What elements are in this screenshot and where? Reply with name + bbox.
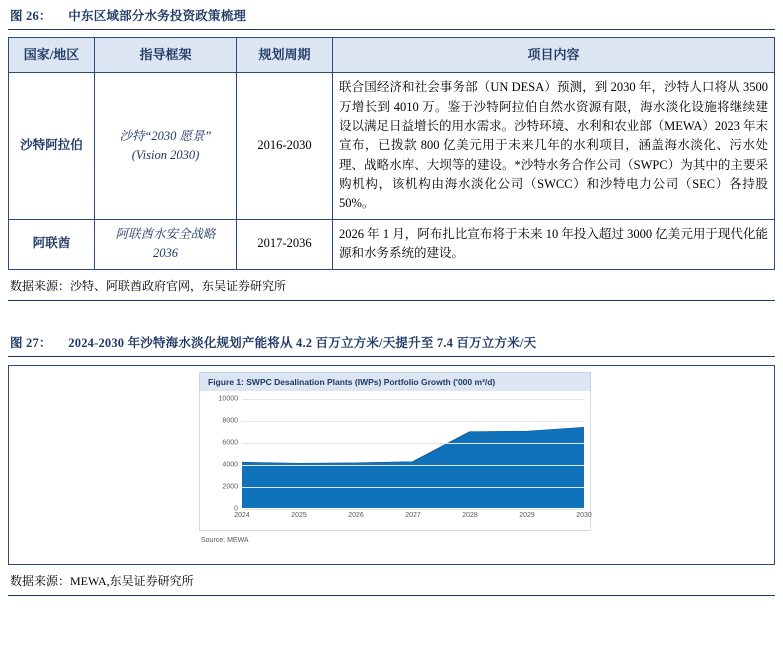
grid-line — [242, 443, 584, 444]
x-axis-tick: 2025 — [291, 511, 307, 519]
x-axis — [234, 510, 592, 526]
figure-27-caption — [8, 327, 775, 357]
figure-26-source: 数据来源：沙特、阿联酋政府官网，东吴证券研究所 — [8, 270, 775, 301]
header-framework: 指导框架 — [95, 38, 237, 73]
figure-27-title: 2024-2030 年沙特海水淡化规划产能将从 4.2 百万立方米/天提升至 7.4 百万立方米/天 — [68, 335, 537, 350]
chart-title: Figure 1: SWPC Desalination Plants (IWPs) Portfolio Growth ('000 m³/d) — [199, 372, 591, 391]
figure-26-caption — [8, 0, 775, 30]
x-axis-tick: 2030 — [576, 511, 592, 519]
figure-27-source: 数据来源：MEWA,东吴证券研究所 — [8, 565, 775, 596]
y-axis-tick: 2000 — [222, 483, 238, 491]
y-axis-tick: 4000 — [222, 461, 238, 469]
chart-plot-wrapper — [199, 391, 591, 531]
x-axis-tick: 2024 — [234, 511, 250, 519]
figure-26-number: 图 26： — [10, 9, 52, 23]
y-axis-tick: 0 — [234, 505, 238, 513]
figure-27-number: 图 27： — [10, 335, 52, 350]
header-cycle: 规划周期 — [237, 38, 333, 73]
cell-content: 联合国经济和社会事务部（UN DESA）预测，到 2030 年，沙特人口将从 3500 万增长到 4010 万。鉴于沙特阿拉伯自然水资源有限，海水淡化设施将继续建设以满足日益增长的用水需求。沙特环境、水利和农业部（MEWA）2023 年末宣布，已拨款 800 亿美元用于未来几年的水利项目，涵盖海水淡化、污水处理、战略水库、大坝等的建设。*沙特水务合作公司（SWPC）为其中的主要采购机构，该机构由海水淡化公司（SWCC）和沙特电力公司（SEC）各持股 50%。 — [333, 73, 775, 220]
spacer — [8, 301, 775, 327]
cell-framework-line2: (Vision 2030) — [131, 147, 200, 162]
area-series — [242, 399, 584, 508]
figure-27-chart-container — [8, 365, 775, 565]
y-axis — [200, 391, 242, 530]
cell-cycle: 2017-2036 — [237, 219, 333, 269]
cell-country: 沙特阿拉伯 — [9, 73, 95, 220]
figure-26-title: 中东区域部分水务投资政策梳理 — [68, 9, 247, 23]
x-axis-tick: 2027 — [405, 511, 421, 519]
cell-framework-line2: 2036 — [153, 246, 178, 261]
x-axis-tick: 2029 — [519, 511, 535, 519]
plot-area — [242, 399, 584, 508]
cell-cycle: 2016-2030 — [237, 73, 333, 220]
x-axis-tick: 2028 — [462, 511, 478, 519]
y-axis-tick: 6000 — [222, 439, 238, 447]
grid-line — [242, 421, 584, 422]
header-content: 项目内容 — [333, 38, 775, 73]
grid-line — [242, 487, 584, 488]
desalination-chart — [199, 372, 591, 557]
cell-framework-line1: 阿联酋水安全战略 — [115, 226, 216, 241]
y-axis-tick: 10000 — [218, 395, 238, 403]
cell-framework — [95, 219, 237, 269]
grid-line — [242, 399, 584, 400]
chart-source: Source: MEWA — [201, 536, 249, 544]
y-axis-tick: 8000 — [222, 417, 238, 425]
cell-content: 2026 年 1 月，阿布扎比宣布将于未来 10 年投入超过 3000 亿美元用于现代化能源和水务系统的建设。 — [333, 219, 775, 269]
cell-framework — [95, 73, 237, 220]
policy-table — [8, 37, 775, 270]
cell-framework-line1: 沙特“2030 愿景” — [119, 128, 212, 143]
cell-country: 阿联酋 — [9, 219, 95, 269]
table-row — [9, 73, 775, 220]
x-axis-tick: 2026 — [348, 511, 364, 519]
table-row — [9, 219, 775, 269]
header-country: 国家/地区 — [9, 38, 95, 73]
grid-line — [242, 465, 584, 466]
table-header-row — [9, 38, 775, 73]
